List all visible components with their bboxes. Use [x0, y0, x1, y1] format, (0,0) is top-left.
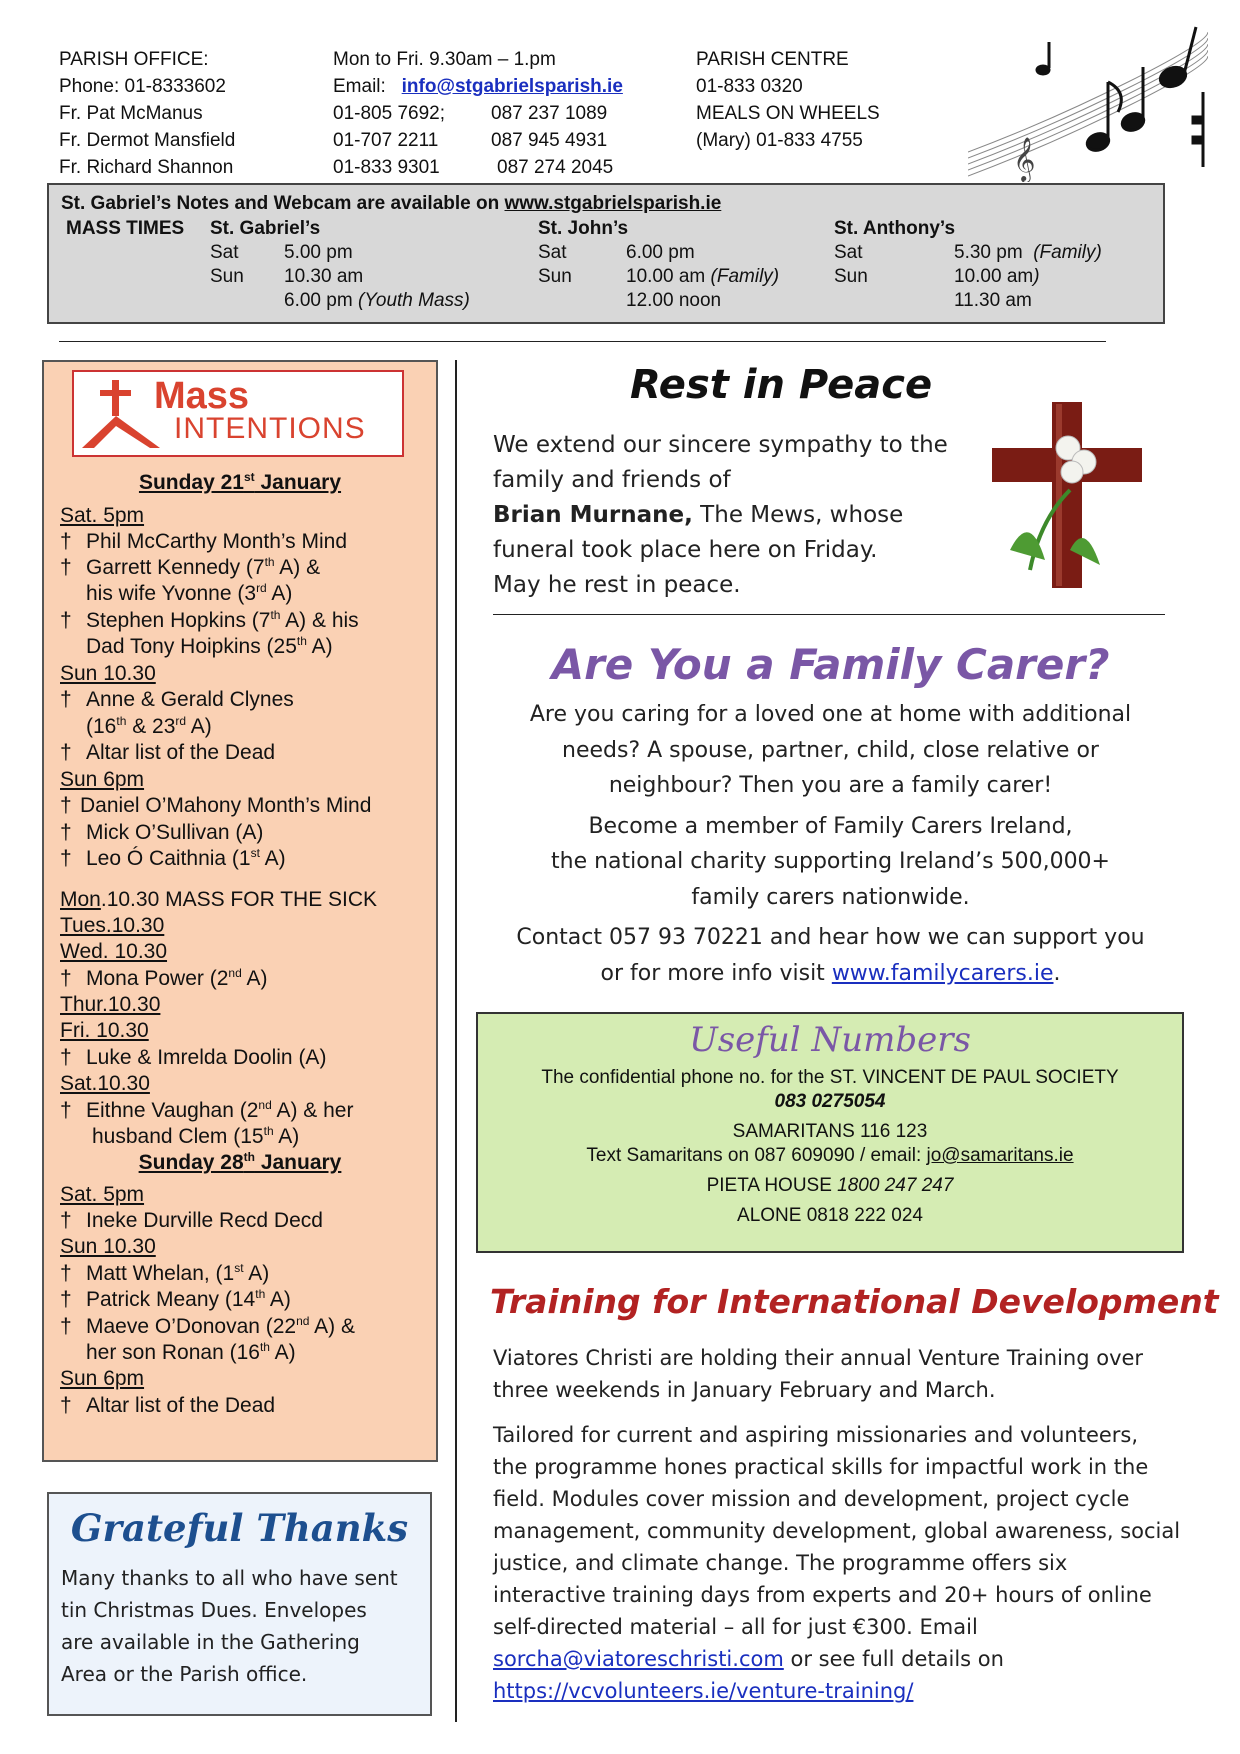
i6: Anne & Gerald Clynes	[86, 688, 294, 711]
email-line	[333, 73, 623, 100]
carer-p2-line-2: the national charity supporting Ireland’s 500,000+	[551, 849, 1110, 874]
johns-sun-time-value: 10.00 am	[626, 266, 706, 287]
carer-p1-line-2: needs? A spouse, partner, child, close relative or	[562, 737, 1099, 763]
rip-line-1: We extend our sincere sympathy to the	[493, 432, 948, 458]
centre-label: PARISH CENTRE	[696, 49, 849, 70]
i3s: rd	[256, 581, 267, 595]
intention-3	[60, 581, 292, 607]
header-divider	[59, 341, 1106, 342]
i2a: Garrett Kennedy (7	[86, 556, 265, 579]
gabriels-sat-time: 5.00 pm	[284, 242, 353, 263]
i18b: A)	[265, 1288, 291, 1311]
phone-1b: 087 237 1089	[491, 103, 608, 124]
pieta-line	[478, 1174, 1182, 1198]
intention-20	[60, 1340, 296, 1366]
familycarers-link[interactable]: www.familycarers.ie	[831, 960, 1054, 986]
rip-line-2: family and friends of	[493, 467, 731, 493]
thur-mass: Thur.10.30	[60, 993, 161, 1016]
training-body	[493, 1342, 1180, 1707]
tues-mass: Tues.10.30	[60, 914, 165, 937]
cross-icon: †	[60, 794, 72, 817]
samaritans-email-link[interactable]: jo@samaritans.ie	[926, 1145, 1074, 1166]
intention-5	[60, 634, 333, 660]
mon-tail: .10.30 MASS FOR THE SICK	[100, 888, 378, 911]
cross-icon: †	[60, 1288, 72, 1311]
carer-p3-text: or for more info visit	[600, 960, 832, 986]
johns-sun-time2: 12.00 noon	[626, 290, 722, 311]
i17b: A)	[243, 1262, 270, 1285]
cross-icon: †	[60, 847, 72, 870]
i4a: Stephen Hopkins (7	[86, 609, 271, 632]
intention-17	[60, 1261, 269, 1287]
training-p2-line-4: management, community development, global awareness, social	[493, 1519, 1181, 1543]
cross-icon: †	[60, 688, 72, 711]
i11s: st	[250, 846, 260, 860]
column-divider	[455, 360, 457, 1722]
training-p2-line-5: justice, and climate change. The programme offers six	[493, 1551, 1068, 1575]
intention-10	[60, 820, 263, 846]
training-email-line	[493, 1643, 1180, 1675]
intention-13	[60, 1045, 326, 1071]
i8: Altar list of the Dead	[86, 741, 276, 764]
rip-line-4: funeral took place here on Friday.	[493, 537, 878, 563]
sun-1030-2: Sun 10.30	[60, 1235, 156, 1258]
sunday-28-heading	[44, 1150, 436, 1176]
grateful-thanks-box	[47, 1492, 432, 1716]
i3a: his wife Yvonne (3	[86, 582, 257, 605]
intention-9	[60, 793, 371, 819]
rip-line-5: May he rest in peace.	[493, 572, 741, 598]
office-label: PARISH OFFICE:	[59, 49, 209, 70]
i21: Altar list of the Dead	[86, 1394, 276, 1417]
anthonys-sat: Sat	[834, 242, 863, 263]
training-email-tail: or see full details on	[783, 1647, 1004, 1671]
carer-body	[477, 697, 1184, 991]
training-title: Training for International Development	[490, 1282, 1219, 1321]
cross-icon: †	[60, 1099, 72, 1122]
meals-phone: (Mary) 01-833 4755	[696, 130, 863, 151]
music-notes-icon	[968, 22, 1208, 182]
centre-phone: 01-833 0320	[696, 76, 803, 97]
i4s: th	[270, 608, 281, 622]
i7a: (16	[86, 715, 117, 738]
training-p1-line-1: Viatores Christi are holding their annual Venture Training over	[493, 1346, 1144, 1370]
text-samaritans-line	[478, 1144, 1182, 1168]
i9: Daniel O’Mahony Month’s Mind	[80, 794, 372, 817]
i18a: Patrick Meany (14	[86, 1288, 256, 1311]
carer-p2-line-1: Become a member of Family Carers Ireland,	[588, 813, 1073, 839]
i11b: A)	[259, 847, 286, 870]
intention-21	[60, 1393, 275, 1419]
i17s: st	[234, 1261, 244, 1275]
rip-body	[493, 428, 948, 603]
carer-p3-line-2	[477, 956, 1184, 992]
mass-intentions-panel	[42, 360, 438, 1462]
sat-5pm-1: Sat. 5pm	[60, 504, 145, 527]
text-samaritans-text: Text Samaritans on 087 609090 / email:	[586, 1145, 927, 1166]
office-hours: Mon to Fri. 9.30am – 1.pm	[333, 49, 556, 70]
intention-11	[60, 846, 286, 872]
youth-mass-note: (Youth Mass)	[357, 290, 470, 311]
svg-text:𝄞: 𝄞	[1013, 137, 1036, 181]
i12b: A)	[241, 967, 268, 990]
fri-mass: Fri. 10.30	[60, 1019, 149, 1042]
anthonys-family-note: (Family)	[1033, 242, 1102, 263]
intention-8	[60, 740, 275, 766]
anthonys-sun-time-value: 10.00 am	[954, 266, 1034, 287]
sunday2-tail: January	[254, 1151, 342, 1174]
i12a: Mona Power (2	[86, 967, 229, 990]
grateful-line-1: Many thanks to all who have sent	[61, 1566, 398, 1590]
training-p2-line-6: interactive training days from experts and 20+ hours of online	[493, 1583, 1152, 1607]
sun-1030-1: Sun 10.30	[60, 662, 156, 685]
training-p2-line-2: the programme hones practical skills for impactful work in the	[493, 1455, 1149, 1479]
mass-times-label: MASS TIMES	[66, 218, 185, 239]
sat-5pm-2: Sat. 5pm	[60, 1183, 145, 1206]
i19a: Maeve O’Donovan (22	[86, 1315, 297, 1338]
i20s: th	[259, 1340, 270, 1354]
i3b: A)	[266, 582, 293, 605]
i7c: A)	[186, 715, 212, 738]
carer-p1-line-3: neighbour? Then you are a family carer!	[608, 773, 1053, 798]
i19s: nd	[296, 1314, 310, 1328]
grateful-title: Grateful Thanks	[70, 1506, 409, 1550]
i15a: husband Clem (15	[92, 1125, 264, 1148]
i11a: Leo Ó Caithnia (1	[86, 847, 251, 870]
priest-1: Fr. Pat McManus	[59, 103, 203, 124]
i7s2: rd	[175, 714, 187, 728]
intention-7	[60, 714, 212, 740]
i4b: A) & his	[280, 609, 359, 632]
i16: Ineke Durville Recd Decd	[86, 1209, 323, 1232]
cross-icon: †	[60, 530, 72, 553]
church-gabriels: St. Gabriel’s	[210, 218, 321, 239]
email-link[interactable]: info@stgabrielsparish.ie	[401, 76, 623, 97]
grateful-body	[61, 1562, 398, 1690]
viatores-email-link[interactable]: sorcha@viatoreschristi.com	[493, 1647, 784, 1671]
anthonys-sat-time	[954, 241, 1102, 265]
gabriels-evening-time: 6.00 pm	[284, 290, 353, 311]
mass-intentions-logo	[72, 370, 404, 457]
carer-p3-line-1: Contact 057 93 70221 and hear how we can support you	[516, 925, 1145, 950]
phone-3a: 01-833 9301	[333, 157, 440, 178]
carer-p3-end: .	[1053, 960, 1061, 986]
useful-numbers-box	[476, 1012, 1184, 1253]
i18s: th	[255, 1287, 266, 1301]
training-p1-line-2: three weekends in January February and March.	[493, 1378, 996, 1402]
intention-2	[60, 555, 320, 581]
intention-1	[60, 529, 347, 555]
johns-family-note: (Family)	[710, 266, 780, 287]
grateful-line-4: Area or the Parish office.	[61, 1662, 308, 1686]
pieta-number: 1800 247 247	[837, 1175, 954, 1196]
sun-6pm-2: Sun 6pm	[60, 1367, 145, 1390]
carer-p1-line-1: Are you caring for a loved one at home with additional	[529, 702, 1132, 727]
sunday1-text: Sunday 21	[138, 471, 244, 494]
phone-2b: 087 945 4931	[491, 130, 608, 151]
training-p2-line-7: self-directed material – all for just €300. Email	[493, 1615, 978, 1639]
cross-icon: †	[60, 821, 72, 844]
svp-line: The confidential phone no. for the ST. VINCENT DE PAUL SOCIETY	[541, 1067, 1119, 1088]
johns-sun-time	[626, 265, 779, 289]
cross-icon: †	[60, 556, 72, 579]
intention-1-text: Phil McCarthy Month’s Mind	[86, 530, 348, 553]
i7s: th	[116, 714, 127, 728]
i15b: A)	[273, 1125, 300, 1148]
office-phone: Phone: 01-8333602	[59, 76, 226, 97]
intention-16	[60, 1208, 323, 1234]
i5a: Dad Tony Hoipkins (25	[86, 635, 297, 658]
i2s: th	[264, 555, 275, 569]
i20b: A)	[269, 1341, 296, 1364]
rip-line-3-tail: The Mews, whose	[692, 502, 904, 528]
gabriels-sat: Sat	[210, 242, 239, 263]
priest-2: Fr. Dermot Mansfield	[59, 130, 236, 151]
mobile-block	[491, 100, 613, 181]
webcam-notice	[61, 192, 721, 216]
phone-2a: 01-707 2211	[333, 130, 439, 151]
intention-19	[60, 1314, 355, 1340]
mon-mass	[60, 887, 377, 913]
cross-icon: †	[60, 1315, 72, 1338]
wed-mass: Wed. 10.30	[60, 940, 168, 963]
gabriels-sun-time2	[284, 289, 470, 313]
logo-intentions-text: INTENTIONS	[174, 412, 366, 445]
gabriels-sun-time: 10.30 am	[284, 266, 364, 287]
cross-icon: †	[60, 609, 72, 632]
johns-sun: Sun	[538, 266, 572, 287]
cross-icon: †	[60, 1209, 72, 1232]
email-label: Email:	[333, 76, 386, 97]
i20a: her son Ronan (16	[86, 1341, 260, 1364]
cross-icon: †	[60, 1046, 72, 1069]
i14b: A) & her	[271, 1099, 354, 1122]
johns-sat: Sat	[538, 242, 567, 263]
i14s: nd	[258, 1098, 272, 1112]
intention-4	[60, 608, 359, 634]
gabriels-sun: Sun	[210, 266, 244, 287]
meals-label: MEALS ON WHEELS	[696, 103, 880, 124]
i19b: A) &	[309, 1315, 356, 1338]
mass-times-box	[47, 183, 1165, 324]
sunday2-sup: th	[243, 1150, 255, 1164]
training-url-line	[493, 1675, 1180, 1707]
carer-p2-line-3: family carers nationwide.	[691, 884, 970, 910]
website-link[interactable]: www.stgabrielsparish.ie	[504, 193, 722, 214]
cross-icon: †	[60, 1262, 72, 1285]
i5b: A)	[306, 635, 333, 658]
deceased-name: Brian Murnane,	[493, 502, 693, 528]
parish-centre-block	[696, 46, 880, 154]
mon-label: Mon	[60, 888, 101, 911]
rip-title: Rest in Peace	[630, 362, 933, 408]
i17a: Matt Whelan, (1	[86, 1262, 235, 1285]
cross-icon: †	[60, 967, 72, 990]
i14a: Eithne Vaughan (2	[86, 1099, 259, 1122]
sat-1030-mass: Sat.10.30	[60, 1072, 150, 1095]
samaritans-line: SAMARITANS 116 123	[732, 1121, 928, 1142]
cross-icon: †	[60, 741, 72, 764]
church-anthonys: St. Anthony’s	[834, 218, 956, 239]
church-johns: St. John’s	[538, 218, 629, 239]
intention-15	[60, 1124, 299, 1150]
venture-training-link[interactable]: https://vcvolunteers.ie/venture-training/	[493, 1679, 914, 1703]
anthonys-sun-time2: 11.30 am	[954, 290, 1032, 311]
grateful-line-2: tin Christmas Dues. Envelopes	[61, 1598, 367, 1622]
logo-mass-text: Mass	[154, 375, 250, 417]
notice-text: St. Gabriel’s Notes and Webcam are available on	[61, 193, 505, 214]
svp-number: 083 0275054	[774, 1091, 886, 1112]
i10: Mick O’Sullivan (A)	[86, 821, 264, 844]
sunday1-tail: January	[254, 471, 342, 494]
parish-office-block	[59, 46, 235, 181]
carer-title: Are You a Family Carer?	[551, 640, 1110, 689]
i12s: nd	[228, 966, 242, 980]
anthonys-sun: Sun	[834, 266, 868, 287]
anthonys-sun-paren: )	[1033, 266, 1040, 287]
grateful-line-3: are available in the Gathering	[61, 1630, 360, 1654]
intention-18	[60, 1287, 291, 1313]
intention-14	[60, 1098, 353, 1124]
priest-3: Fr. Richard Shannon	[59, 157, 234, 178]
alone-line: ALONE 0818 222 024	[737, 1205, 923, 1226]
sunday1-sup: st	[243, 470, 255, 484]
anthonys-sat-time-value: 5.30 pm	[954, 242, 1023, 263]
intention-12	[60, 966, 267, 992]
phone-3b: 087 274 2045	[497, 157, 614, 178]
anthonys-sun-time	[954, 265, 1040, 289]
sunday2-text: Sunday 28	[138, 1151, 244, 1174]
i13: Luke & Imrelda Doolin (A)	[86, 1046, 327, 1069]
i15s: th	[263, 1124, 274, 1138]
i7b: & 23	[126, 715, 176, 738]
training-p2-line-1: Tailored for current and aspiring missionaries and volunteers,	[493, 1423, 1139, 1447]
cross-icon: †	[60, 1394, 72, 1417]
phone-1a: 01-805 7692;	[333, 103, 445, 124]
i5s: th	[296, 634, 307, 648]
i2b: A) &	[274, 556, 321, 579]
johns-sat-time: 6.00 pm	[626, 242, 695, 263]
useful-title: Useful Numbers	[689, 1020, 971, 1060]
pieta-label: PIETA HOUSE	[706, 1175, 838, 1196]
sunday-21-heading	[44, 470, 436, 496]
intention-6	[60, 687, 294, 713]
rip-line-3	[493, 498, 948, 533]
rip-divider	[493, 614, 1165, 615]
training-p2-line-3: field. Modules cover mission and development, project cycle	[493, 1487, 1130, 1511]
cross-with-lilies-icon	[990, 400, 1150, 590]
sun-6pm-1: Sun 6pm	[60, 768, 145, 791]
